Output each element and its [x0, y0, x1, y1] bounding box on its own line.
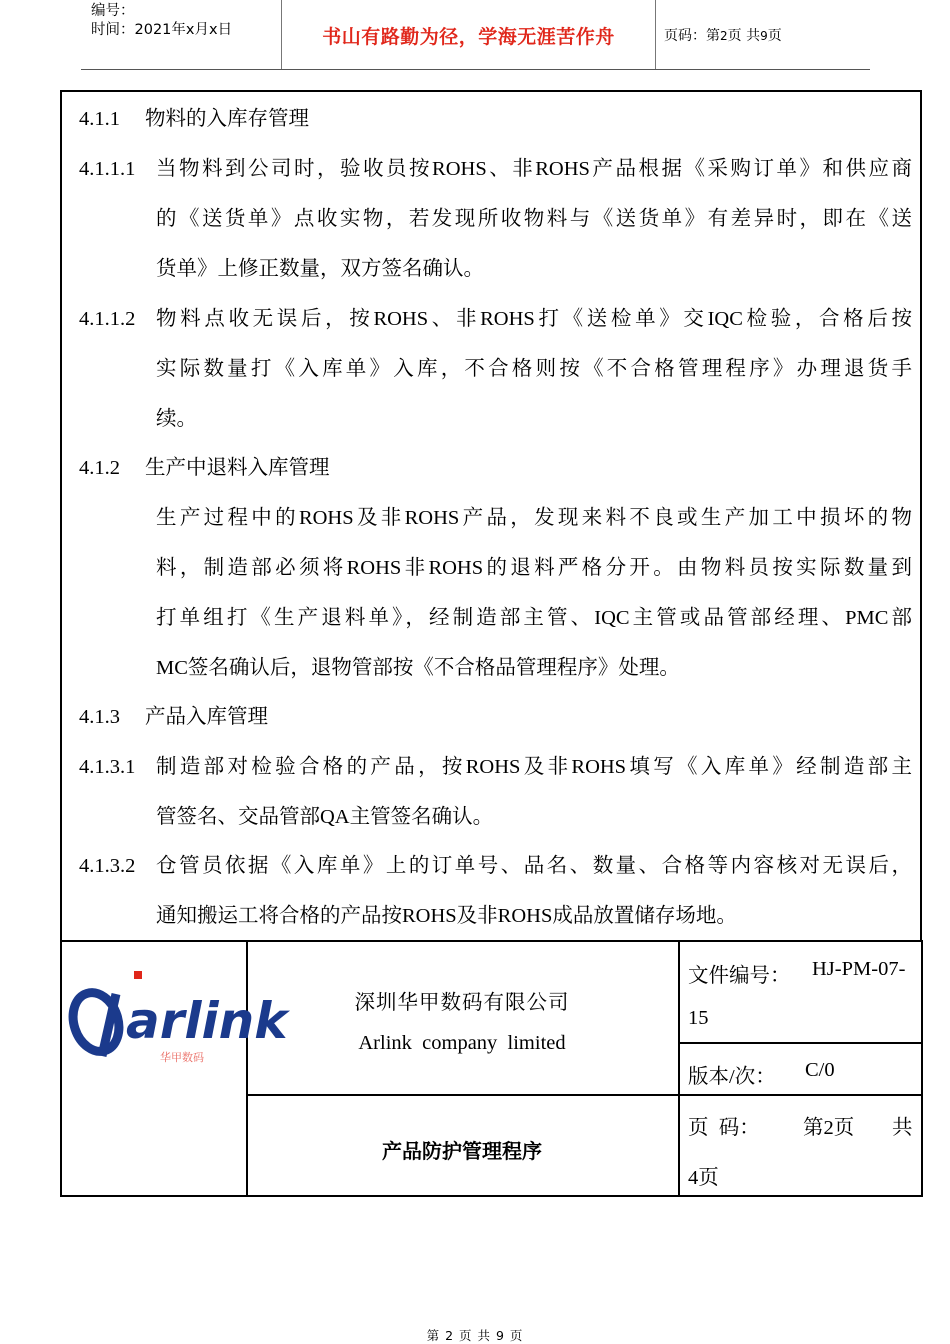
- version-label: 版本/次：: [688, 1066, 776, 1088]
- section-title: 物料的入库存管理: [145, 108, 309, 130]
- section-heading: [79, 704, 268, 730]
- table-divider: [678, 942, 680, 1195]
- page-total-prefix: 共: [892, 1117, 913, 1139]
- paragraph-line: 当物料到公司时，验收员按ROHS、非ROHS产品根据《采购订单》和供应商: [156, 158, 912, 180]
- table-divider: [678, 1042, 921, 1044]
- document-title: 产品防护管理程序: [382, 1139, 542, 1163]
- paragraph-line: 打单组打《生产退料单》，经制造部主管、IQC主管或品管部经理、PMC部: [156, 607, 912, 629]
- clause-number: 4.1.3.1: [79, 756, 136, 778]
- company-logo: [68, 964, 288, 1064]
- page-info-suffix: 页: [767, 28, 782, 44]
- section-number: 4.1.1: [79, 108, 120, 130]
- page-info-total: 9: [760, 29, 768, 43]
- clause-number: 4.1.3.2: [79, 855, 136, 877]
- company-name-cn: 深圳华甲数码有限公司: [354, 992, 570, 1014]
- paragraph-line: 物料点收无误后，按ROHS、非ROHS打《送检单》交IQC检验，合格后按: [156, 308, 912, 330]
- section-heading: [79, 455, 330, 481]
- paragraph-line: 仓管员依据《入库单》上的订单号、品名、数量、合格等内容核对无误后，: [156, 855, 912, 877]
- section-title: 产品入库管理: [145, 706, 268, 728]
- paragraph-line: 通知搬运工将合格的产品按ROHS及非ROHS成品放置储存场地。: [156, 905, 737, 927]
- paragraph-line: 制造部对检验合格的产品，按ROHS及非ROHS填写《入库单》经制造部主: [156, 756, 912, 778]
- paragraph-line: 货单》上修正数量，双方签名确认。: [156, 258, 484, 280]
- logo-wordmark: arlink: [126, 992, 288, 1050]
- page-value: 第2页: [803, 1117, 855, 1139]
- header-page-info: [664, 25, 782, 45]
- paragraph-line: 管签名、交品管部QA主管签名确认。: [156, 806, 494, 828]
- section-number: 4.1.2: [79, 457, 120, 479]
- table-divider: [246, 1094, 921, 1096]
- paragraph-line: 实际数量打《入库单》入库，不合格则按《不合格管理程序》办理退货手: [156, 358, 912, 380]
- clause-number: 4.1.1.1: [79, 158, 136, 180]
- paragraph-line: 生产过程中的ROHS及非ROHS产品，发现来料不良或生产加工中损坏的物: [156, 507, 912, 529]
- serial-label: 编号：: [91, 3, 135, 19]
- paragraph-line: 的《送货单》点收实物，若发现所收物料与《送货单》有差异时，即在《送: [156, 208, 912, 230]
- version-value: C/0: [805, 1059, 835, 1081]
- clause-number: 4.1.1.2: [79, 308, 136, 330]
- paragraph-line: 料，制造部必须将ROHS非ROHS的退料严格分开。由物料员按实际数量到: [156, 557, 912, 579]
- page-info-middle: 页 共: [727, 28, 761, 44]
- header-meta: [91, 2, 232, 40]
- file-number-value: HJ-PM-07-: [812, 958, 906, 980]
- file-number-label: 文件编号：: [688, 965, 791, 987]
- page-label: 页 码：: [688, 1117, 760, 1139]
- section-number: 4.1.3: [79, 706, 120, 728]
- company-name-en: Arlink company limited: [358, 1032, 566, 1054]
- document-footer-table: [60, 940, 923, 1197]
- header-divider: [655, 0, 656, 69]
- page-total: 4页: [688, 1167, 719, 1189]
- file-number-value-cont: 15: [688, 1007, 709, 1029]
- page-number-footer: 第 2 页 共 9 页: [426, 1328, 524, 1343]
- logo-subtext: 华甲数码: [160, 1051, 204, 1064]
- paragraph-line: MC签名确认后，退物管部按《不合格品管理程序》处理。: [156, 657, 680, 679]
- paragraph-line: 续。: [156, 408, 197, 430]
- header-motto: 书山有路勤为径，学海无涯苦作舟: [322, 26, 615, 48]
- section-heading: [79, 106, 309, 132]
- page-header: [81, 0, 870, 70]
- page-info-current: 2: [720, 29, 728, 43]
- page-info-prefix: 页码：第: [664, 28, 720, 44]
- date-label: 时间：2021年x月x日: [91, 22, 233, 38]
- section-title: 生产中退料入库管理: [145, 457, 330, 479]
